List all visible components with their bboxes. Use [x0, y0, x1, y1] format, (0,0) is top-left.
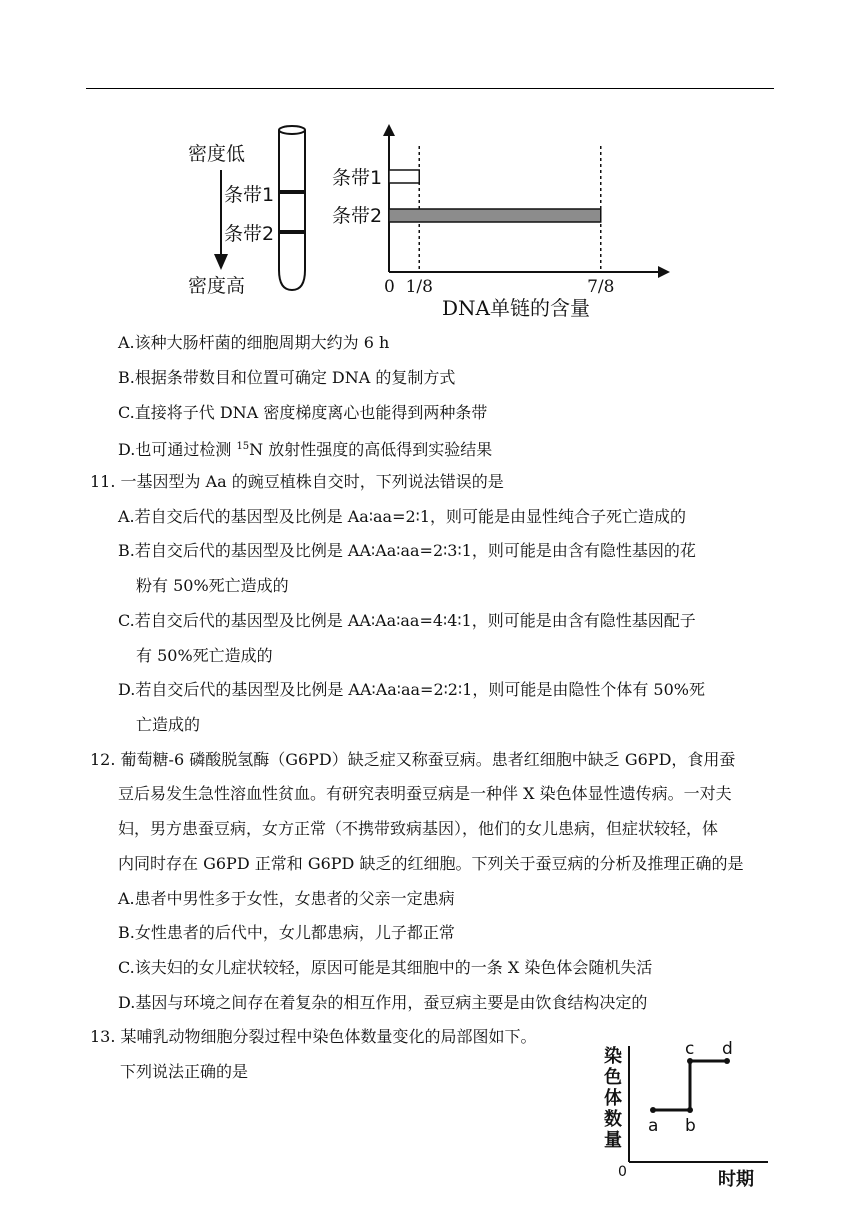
y-axis-label-char-5: 量	[604, 1130, 622, 1151]
centrifuge-tube	[279, 130, 305, 290]
q10-option-b: B.根据条带数目和位置可确定 DNA 的复制方式	[118, 368, 456, 387]
band-chart	[332, 124, 670, 320]
q12-stem-line3: 妇，男方患蚕豆病，女方正常（不携带致病基因），他们的女儿患病，但症状较轻，体	[118, 819, 719, 838]
q11-option-b-line2: 粉有 50%死亡造成的	[136, 576, 289, 595]
point-a	[650, 1107, 656, 1113]
q11-stem: 11. 一基因型为 Aa 的豌豆植株自交时，下列说法错误的是	[90, 472, 504, 491]
q10-option-d	[118, 437, 492, 460]
header-rule	[86, 88, 774, 89]
tube-label-high: 密度高	[188, 275, 246, 297]
q10-option-d-suffix: N 放射性强度的高低得到实验结果	[249, 440, 493, 459]
chart-tick-1-8: 1/8	[405, 277, 433, 297]
chart-label-band2: 条带2	[332, 205, 383, 227]
chart-tick-7-8: 7/8	[587, 277, 615, 297]
y-axis-label	[604, 1045, 622, 1151]
q12-option-b: B.女性患者的后代中，女儿都患病，儿子都正常	[118, 923, 455, 942]
q11-option-d-line2: 亡造成的	[136, 715, 201, 734]
q12-stem-line2: 豆后易发生急性溶血性贫血。有研究表明蚕豆病是一种伴 X 染色体显性遗传病。一对夫	[118, 784, 732, 803]
point-label-b: b	[685, 1116, 696, 1136]
q11-option-a: A.若自交后代的基因型及比例是 Aa∶aa=2∶1，则可能是由显性纯合子死亡造成的	[118, 507, 686, 526]
chromosome-step-line	[653, 1061, 727, 1110]
q10-option-a: A.该种大肠杆菌的细胞周期大约为 6 h	[118, 333, 390, 352]
chromosome-count-figure	[598, 1038, 798, 1193]
q10-option-c: C.直接将子代 DNA 密度梯度离心也能得到两种条带	[118, 403, 488, 422]
isotope-superscript: 15	[236, 441, 250, 452]
chart-y-axis-arrow	[383, 124, 395, 136]
point-b	[687, 1107, 693, 1113]
q11-option-b-line1: B.若自交后代的基因型及比例是 AA∶Aa∶aa=2∶3∶1，则可能是由含有隐性基因的花	[118, 541, 696, 560]
y-axis-label-char-3: 体	[604, 1088, 622, 1109]
q13-stem-line1: 13. 某哺乳动物细胞分裂过程中染色体数量变化的局部图如下。	[90, 1027, 537, 1046]
q12-stem-line1: 12. 葡萄糖-6 磷酸脱氢酶（G6PD）缺乏症又称蚕豆病。患者红细胞中缺乏 G6PD，食用蚕	[90, 750, 736, 769]
density-gradient-figure	[180, 118, 680, 323]
tube-label-band2: 条带2	[224, 223, 275, 245]
chart-bar-band1	[389, 170, 419, 183]
q12-option-a: A.患者中男性多于女性，女患者的父亲一定患病	[118, 889, 455, 908]
chart-bar-band2	[389, 209, 601, 222]
point-label-c: c	[685, 1039, 695, 1059]
q11-option-c-line2: 有 50%死亡造成的	[136, 646, 273, 665]
q12-option-c: C.该夫妇的女儿症状较轻，原因可能是其细胞中的一条 X 染色体会随机失活	[118, 958, 653, 977]
density-arrow-head	[214, 254, 228, 270]
q13-stem-line2: 下列说法正确的是	[120, 1062, 249, 1081]
tube-label-low: 密度低	[188, 143, 246, 165]
q11-option-c-line1: C.若自交后代的基因型及比例是 AA∶Aa∶aa=4∶4∶1，则可能是由含有隐性基因配子	[118, 611, 696, 630]
y-axis-label-char-1: 染	[604, 1046, 622, 1067]
chart-tick-0: 0	[384, 277, 395, 297]
y-axis-label-char-2: 色	[604, 1067, 622, 1088]
origin-label: 0	[618, 1164, 627, 1180]
point-label-a: a	[648, 1116, 659, 1136]
chart-label-band1: 条带1	[332, 167, 383, 189]
centrifuge-tube-rim	[279, 126, 305, 134]
x-axis-label: 时期	[718, 1169, 754, 1190]
chart-x-axis-arrow	[658, 266, 670, 278]
y-axis-label-char-4: 数	[604, 1109, 622, 1130]
point-label-d: d	[722, 1039, 733, 1059]
tube-label-band1: 条带1	[224, 184, 275, 206]
chart-x-axis-label: DNA单链的含量	[442, 296, 590, 320]
q10-option-d-prefix: D.也可通过检测	[118, 440, 237, 459]
q11-option-d-line1: D.若自交后代的基因型及比例是 AA∶Aa∶aa=2∶2∶1，则可能是由隐性个体有 50%死	[118, 680, 705, 699]
q12-stem-line4: 内同时存在 G6PD 正常和 G6PD 缺乏的红细胞。下列关于蚕豆病的分析及推理正确的是	[118, 854, 744, 873]
q12-option-d: D.基因与环境之间存在着复杂的相互作用，蚕豆病主要是由饮食结构决定的	[118, 993, 648, 1012]
